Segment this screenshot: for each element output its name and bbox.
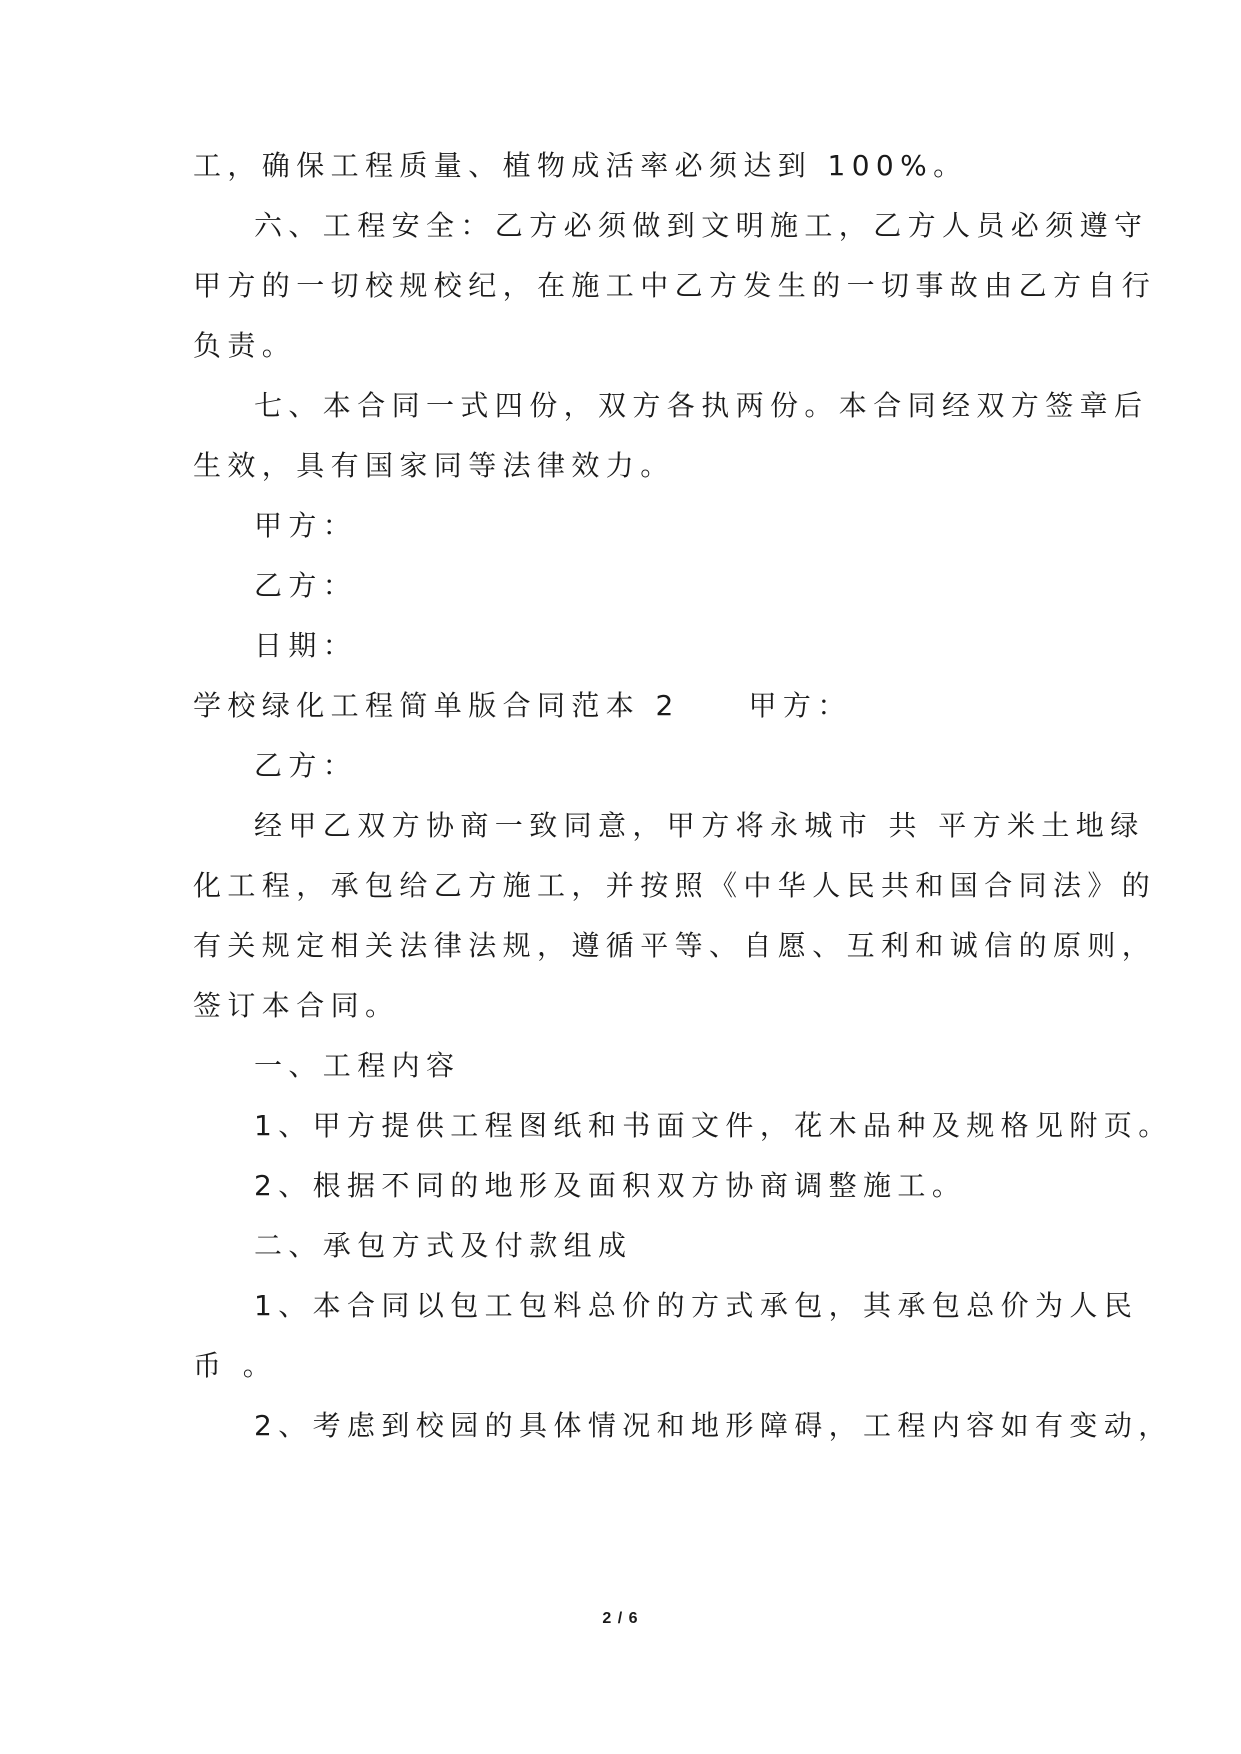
signature-date: 日期： xyxy=(254,629,358,662)
section-heading: 二、承包方式及付款组成 xyxy=(254,1229,633,1262)
paragraph-line: 甲方的一切校规校纪，在施工中乙方发生的一切事故由乙方自行 xyxy=(193,269,1157,302)
list-item: 2、考虑到校园的具体情况和地形障碍，工程内容如有变动， xyxy=(254,1409,1173,1442)
paragraph-line: 工，确保工程质量、植物成活率必须达到 100%。 xyxy=(193,149,968,182)
section-heading: 一、工程内容 xyxy=(254,1049,461,1082)
paragraph-line: 有关规定相关法律法规，遵循平等、自愿、互利和诚信的原则， xyxy=(193,929,1157,962)
page-number: 2 / 6 xyxy=(602,1610,639,1627)
paragraph-line: 负责。 xyxy=(193,329,297,362)
signature-party-a: 甲方： xyxy=(254,509,358,542)
list-item: 2、根据不同的地形及面积双方协商调整施工。 xyxy=(254,1169,967,1202)
list-item: 1、本合同以包工包料总价的方式承包，其承包总价为人民 xyxy=(254,1289,1139,1322)
paragraph-line: 七、本合同一式四份，双方各执两份。本合同经双方签章后 xyxy=(254,389,1149,422)
section-title: 学校绿化工程简单版合同范本 2 甲方： xyxy=(193,689,852,722)
paragraph-line: 化工程，承包给乙方施工，并按照《中华人民共和国合同法》的 xyxy=(193,869,1157,902)
paragraph-line: 签订本合同。 xyxy=(193,989,400,1022)
paragraph-line: 六、工程安全：乙方必须做到文明施工，乙方人员必须遵守 xyxy=(254,209,1149,242)
paragraph-line: 币 。 xyxy=(193,1349,278,1382)
list-item: 1、甲方提供工程图纸和书面文件，花木品种及规格见附页。 xyxy=(254,1109,1173,1142)
paragraph-line: 经甲乙双方协商一致同意，甲方将永城市 共 平方米土地绿 xyxy=(254,809,1145,842)
paragraph-line: 生效，具有国家同等法律效力。 xyxy=(193,449,675,482)
signature-party-b: 乙方： xyxy=(254,569,358,602)
party-b-label: 乙方： xyxy=(254,749,358,782)
